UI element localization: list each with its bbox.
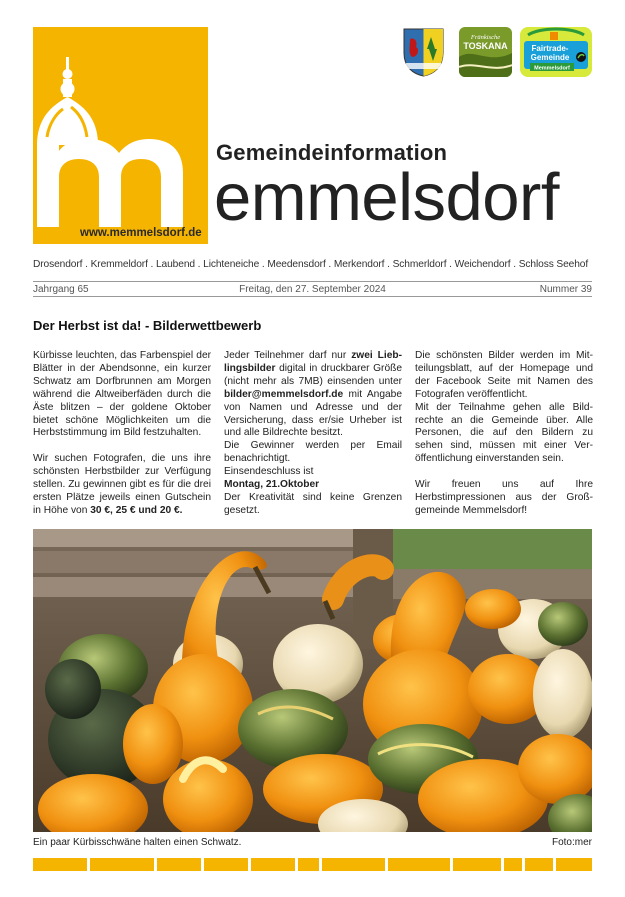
footer-bar (33, 858, 592, 871)
logo-website[interactable]: www.memmelsdorf.de (80, 227, 202, 239)
paragraph: Wir freuen uns auf Ihre Herbstimpressionen aus der Groß-gemeinde Memmelsdorf! (415, 479, 593, 516)
paragraph: Die schönsten Bilder werden im Mit-teilungsblatt, auf der Homepage und der Facebook Seite mit Namen des Fotografen veröffentlicht. (415, 350, 593, 400)
paragraph: Der Kreativität sind keine Grenzen gesetzt. (224, 491, 402, 516)
footer-segment (525, 858, 553, 871)
article-column-1 (33, 350, 211, 518)
volume-label: Jahrgang 65 (33, 284, 89, 295)
fairtrade-badge (520, 27, 592, 77)
fairtrade-text-2: Gemeinde (530, 53, 570, 62)
issue-number: Nummer 39 (539, 284, 592, 295)
paragraph: Jeder Teilnehmer darf nur zwei Lieb-lingsbilder digital in druckbarer Größe (nicht mehr als 7MB) einsenden unter bilder@memmelsdorf.de mit Angabe von Namen und Adresse und der Versicherung, dass er/sie Urheber ist und alle Bildrechte besitzt. (224, 350, 402, 439)
footer-segment (90, 858, 154, 871)
footer-segment (322, 858, 386, 871)
footer-segment (298, 858, 319, 871)
fairtrade-text-1: Fairtrade- (531, 44, 569, 53)
municipality-logo (33, 27, 208, 244)
photo-credit: Foto:mer (551, 837, 592, 848)
footer-segment (388, 858, 450, 871)
paragraph: Mit der Teilnahme gehen alle Bild-rechte an die Gemeinde über. Alle Personen, die auf den Bildern zu sehen sind, müssen mit einer Ver-öffentlichung einverstanden sein. (415, 401, 593, 465)
footer-segment (204, 858, 248, 871)
article-column-2 (224, 350, 402, 518)
divider (33, 281, 592, 282)
footer-segment (33, 858, 87, 871)
toskana-text-2: TOSKANA (463, 41, 508, 51)
footer-segment (556, 858, 592, 871)
coat-of-arms-icon (400, 27, 447, 77)
fairtrade-text-3: Memmelsdorf (534, 65, 570, 72)
toskana-text-1: Fränkische (470, 34, 501, 41)
header-subtitle: Gemeindeinformation (216, 140, 448, 165)
paragraph: Kürbisse leuchten, das Farbenspiel der Blätter in der Abendsonne, ein kurzer Schwatz am Dorfbrunnen am Morgen während die Altweiberfäden durch die Äste blitzen – der goldene Oktober bietet schöne Möglichkeiten um die Herbststimmung im Bild festzuhalten. (33, 350, 211, 439)
paragraph: Einsendeschluss ist (224, 466, 314, 478)
footer-segment (251, 858, 296, 871)
gourds-photo (33, 529, 592, 832)
article-column-3 (415, 350, 593, 518)
deadline: Montag, 21.Oktober (224, 479, 320, 491)
divider (33, 296, 592, 297)
paragraph: Wir suchen Fotografen, die uns ihre schönsten Herbstbilder zur Verfügung stellen. Zu gewinnen gibt es für die drei ersten Plätze jeweils einen Gutschein in Höhe von 30 €, 25 € und 20 €. (33, 453, 211, 516)
contact-email[interactable]: bilder@memmelsdorf.de (224, 388, 344, 400)
footer-segment (504, 858, 523, 871)
footer-segment (453, 858, 501, 871)
villages-list: Drosendorf . Kremmeldorf . Laubend . Lichteneiche . Meedensdorf . Merkendorf . Schmerldorf . Weichendorf . Schloss Seehof (33, 259, 589, 270)
prize-values: 30 €, 25 € und 20 €. (90, 504, 183, 516)
dome-m-logo-icon (33, 27, 208, 244)
photo-caption: Ein paar Kürbisschwäne halten einen Schwatz. (33, 837, 242, 848)
toskana-badge (459, 27, 512, 77)
footer-segment (157, 858, 201, 871)
article-headline: Der Herbst ist da! - Bilderwettbewerb (33, 318, 262, 333)
header-title: emmelsdorf (214, 160, 559, 235)
issue-date: Freitag, den 27. September 2024 (239, 284, 386, 295)
gourds-illustration (33, 529, 592, 832)
paragraph: Die Gewinner werden per Email benachrichtigt. (224, 440, 402, 465)
